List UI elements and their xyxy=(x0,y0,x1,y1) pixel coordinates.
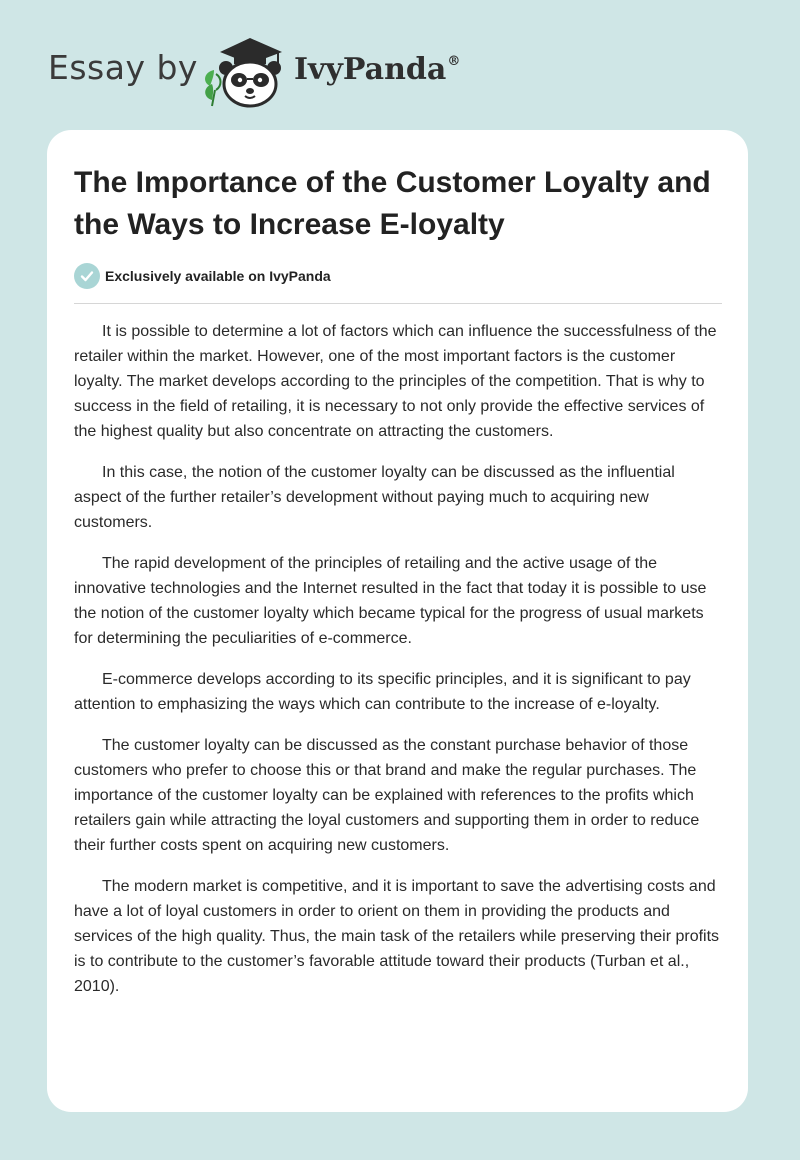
essay-by-label: Essay by xyxy=(48,48,198,87)
essay-paragraph: It is possible to determine a lot of factors which can influence the successfulness of the retailer within the market. However, one of the most important factors is the customer loyalty. The market develops according to the principles of the competition. That is why to success in the field of retailing, it is necessary to not only provide the effective services of the highest quality but also concentrate on attracting the customers. xyxy=(74,323,717,440)
exclusive-badge xyxy=(74,263,331,289)
exclusive-badge-label: Exclusively available on IvyPanda xyxy=(105,268,331,284)
essay-card xyxy=(47,130,748,1112)
essay-paragraph: E-commerce develops according to its specific principles, and it is significant to pay attention to emphasizing the ways which can contribute to the increase of e-loyalty. xyxy=(74,671,691,713)
essay-paragraph: The modern market is competitive, and it is important to save the advertising costs and have a lot of loyal customers in order to orient on them in providing the products and services of the high quality. Thus, the main task of the retailers while preserving their profits is to contribute to the customer’s favorable attitude toward their products (Turban et al., 2010). xyxy=(74,878,720,995)
page-title: The Importance of the Customer Loyalty and the Ways to Increase E-loyalty xyxy=(74,166,711,241)
title-divider xyxy=(74,303,722,304)
check-circle-icon xyxy=(74,263,100,289)
panda-graduate-logo-icon xyxy=(198,34,294,108)
essay-paragraph: The rapid development of the principles of retailing and the active usage of the innovative technologies and the Internet resulted in the fact that today it is possible to use the notion of the customer loyalty which became typical for the progress of usual markets for determining the peculiarities of e-commerce. xyxy=(74,555,707,647)
site-header xyxy=(0,0,800,130)
ivy-leaf-icon xyxy=(205,70,220,106)
brand-name[interactable]: IvyPanda® xyxy=(294,52,461,87)
registered-mark: ® xyxy=(447,54,461,69)
essay-body xyxy=(74,319,726,1015)
essay-paragraph: In this case, the notion of the customer loyalty can be discussed as the influential aspect of the further retailer’s development without paying much to acquiring new customers. xyxy=(74,464,675,531)
essay-paragraph: The customer loyalty can be discussed as the constant purchase behavior of those customers who prefer to choose this or that brand and make the regular purchases. The importance of the customer loyalty can be explained with references to the profits which retailers gain while attracting the loyal customers and supporting them in order to reduce their further costs spent on acquiring new customers. xyxy=(74,737,700,854)
